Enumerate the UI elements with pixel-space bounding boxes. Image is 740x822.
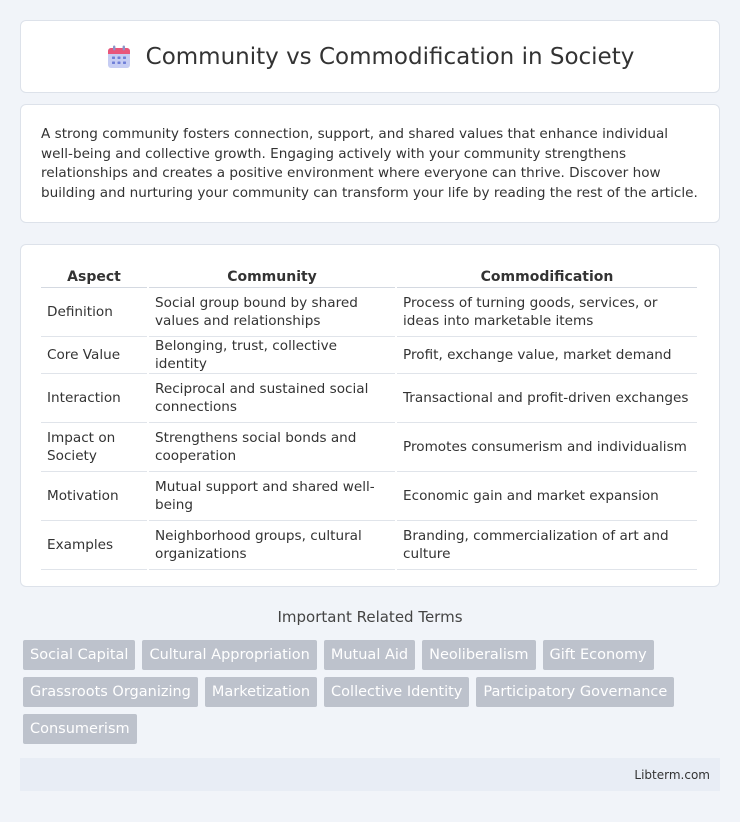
table-row	[41, 423, 697, 472]
related-term-tag[interactable]: Mutual Aid	[324, 640, 415, 670]
footer	[20, 758, 720, 791]
cell-aspect: Motivation	[41, 472, 148, 521]
comparison-table-card	[20, 244, 720, 587]
header-commodification: Commodification	[396, 265, 697, 288]
cell-aspect: Impact on Society	[41, 423, 148, 472]
table-row	[41, 521, 697, 570]
cell-community: Mutual support and shared well-being	[148, 472, 396, 521]
comparison-table	[41, 265, 697, 570]
cell-community: Reciprocal and sustained social connections	[148, 374, 396, 423]
cell-aspect: Core Value	[41, 337, 148, 374]
cell-aspect: Interaction	[41, 374, 148, 423]
related-term-tag[interactable]: Collective Identity	[324, 677, 469, 707]
related-term-tag[interactable]: Consumerism	[23, 714, 137, 744]
cell-commodification: Process of turning goods, services, or ideas into marketable items	[396, 288, 697, 337]
intro-text: A strong community fosters connection, support, and shared values that enhance individual well-being and collective growth. Engaging actively with your community strengthens relationships and creates a positive environment where everyone can thrive. Discover how building and nurturing your community can transform your life by reading the rest of the article.	[41, 126, 698, 201]
cell-commodification: Profit, exchange value, market demand	[396, 337, 697, 374]
cell-commodification: Transactional and profit-driven exchanges	[396, 374, 697, 423]
cell-community: Social group bound by shared values and relationships	[148, 288, 396, 337]
cell-commodification: Promotes consumerism and individualism	[396, 423, 697, 472]
cell-aspect: Definition	[41, 288, 148, 337]
calendar-icon	[106, 44, 132, 70]
related-term-tag[interactable]: Cultural Appropriation	[142, 640, 316, 670]
cell-community: Belonging, trust, collective identity	[148, 337, 396, 374]
related-term-tag[interactable]: Neoliberalism	[422, 640, 535, 670]
footer-brand-link[interactable]: Libterm.com	[634, 767, 710, 782]
related-term-tag[interactable]: Participatory Governance	[476, 677, 674, 707]
cell-aspect: Examples	[41, 521, 148, 570]
header-community: Community	[148, 265, 396, 288]
header-card	[20, 20, 720, 93]
table-row	[41, 472, 697, 521]
page-title: Community vs Commodification in Society	[145, 43, 635, 70]
related-term-tag[interactable]: Marketization	[205, 677, 317, 707]
cell-community: Neighborhood groups, cultural organizations	[148, 521, 396, 570]
header-aspect: Aspect	[41, 265, 148, 288]
related-term-tag[interactable]: Gift Economy	[543, 640, 654, 670]
table-row	[41, 374, 697, 423]
cell-community: Strengthens social bonds and cooperation	[148, 423, 396, 472]
cell-commodification: Economic gain and market expansion	[396, 472, 697, 521]
cell-commodification: Branding, commercialization of art and culture	[396, 521, 697, 570]
intro-card	[20, 104, 720, 223]
table-row	[41, 288, 697, 337]
table-header-row	[41, 265, 697, 288]
table-row	[41, 337, 697, 374]
related-terms-title: Important Related Terms	[277, 608, 463, 626]
related-terms-list	[23, 640, 723, 744]
related-term-tag[interactable]: Social Capital	[23, 640, 135, 670]
related-term-tag[interactable]: Grassroots Organizing	[23, 677, 198, 707]
